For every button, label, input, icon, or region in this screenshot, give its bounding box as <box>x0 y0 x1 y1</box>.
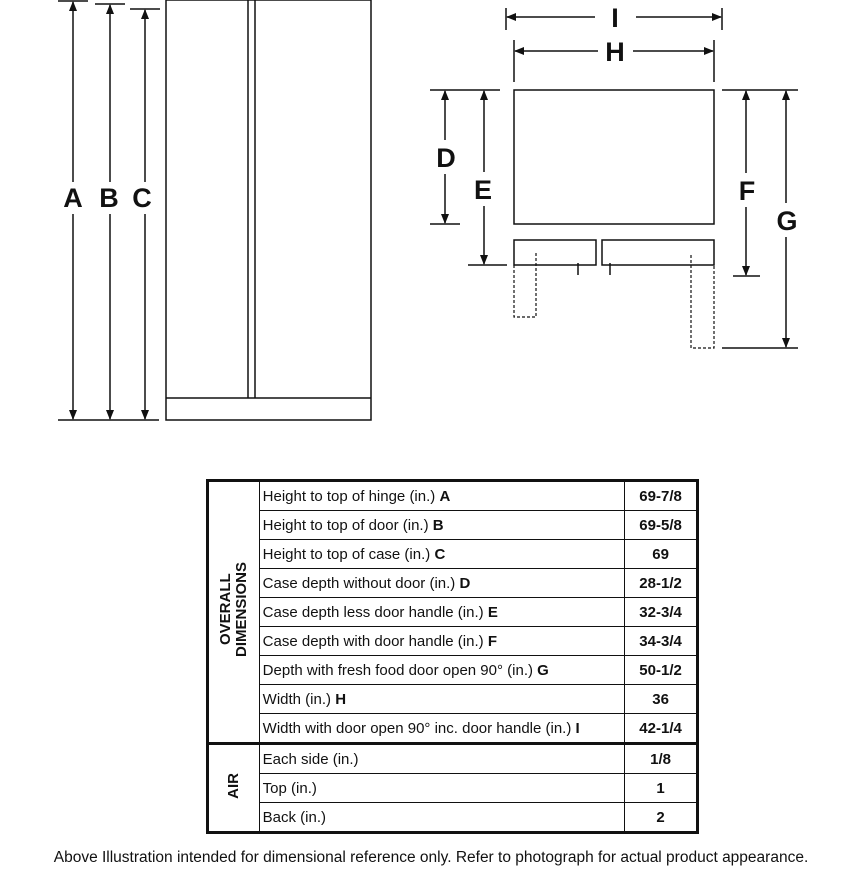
row-label: Case depth without door (in.) D <box>259 569 624 598</box>
row-label: Case depth less door handle (in.) E <box>259 598 624 627</box>
row-label: Back (in.) <box>259 803 624 833</box>
row-label: Width with door open 90° inc. door handle (in.) I <box>259 714 624 744</box>
row-label: Height to top of door (in.) B <box>259 511 624 540</box>
row-value: 69-7/8 <box>625 481 698 511</box>
row-value: 28-1/2 <box>625 569 698 598</box>
table-row <box>208 540 698 569</box>
dimension-label-b: B <box>99 183 119 213</box>
table-row <box>208 481 698 511</box>
dimension-label-i: I <box>611 3 619 33</box>
dimension-label-e: E <box>473 175 493 205</box>
table-row <box>208 656 698 685</box>
table-row <box>208 627 698 656</box>
row-value: 50-1/2 <box>625 656 698 685</box>
row-value: 34-3/4 <box>625 627 698 656</box>
row-label: Height to top of case (in.) C <box>259 540 624 569</box>
row-value: 2 <box>625 803 698 833</box>
dimension-label-a: A <box>63 183 83 213</box>
row-label: Case depth with door handle (in.) F <box>259 627 624 656</box>
top-view-fridge <box>514 90 714 348</box>
row-value: 1 <box>625 774 698 803</box>
row-label: Each side (in.) <box>259 744 624 774</box>
dimension-label-h: H <box>605 37 625 67</box>
dimensions-table <box>206 479 699 834</box>
row-value: 69 <box>625 540 698 569</box>
row-value: 1/8 <box>625 744 698 774</box>
dimension-label-g: G <box>776 206 798 236</box>
row-label: Width (in.) H <box>259 685 624 714</box>
table-row <box>208 803 698 833</box>
row-label: Depth with fresh food door open 90° (in.) G <box>259 656 624 685</box>
dimension-label-d: D <box>436 143 456 173</box>
row-label: Top (in.) <box>259 774 624 803</box>
table-row <box>208 569 698 598</box>
table-row <box>208 744 698 774</box>
row-value: 69-5/8 <box>625 511 698 540</box>
table-row <box>208 714 698 744</box>
row-value: 36 <box>625 685 698 714</box>
row-label: Height to top of hinge (in.) A <box>259 481 624 511</box>
dimension-label-f: F <box>738 176 756 206</box>
table-row <box>208 774 698 803</box>
overall-dimensions-group-label: OVERALL DIMENSIONS <box>208 481 260 744</box>
footnote: Above Illustration intended for dimensional reference only. Refer to photograph for actual product appearance. <box>53 849 809 866</box>
table-row <box>208 685 698 714</box>
row-value: 42-1/4 <box>625 714 698 744</box>
dimension-label-c: C <box>132 183 152 213</box>
table-row <box>208 511 698 540</box>
air-group-label: AIR <box>208 744 260 833</box>
row-value: 32-3/4 <box>625 598 698 627</box>
front-view-fridge <box>166 0 371 420</box>
table-row <box>208 598 698 627</box>
